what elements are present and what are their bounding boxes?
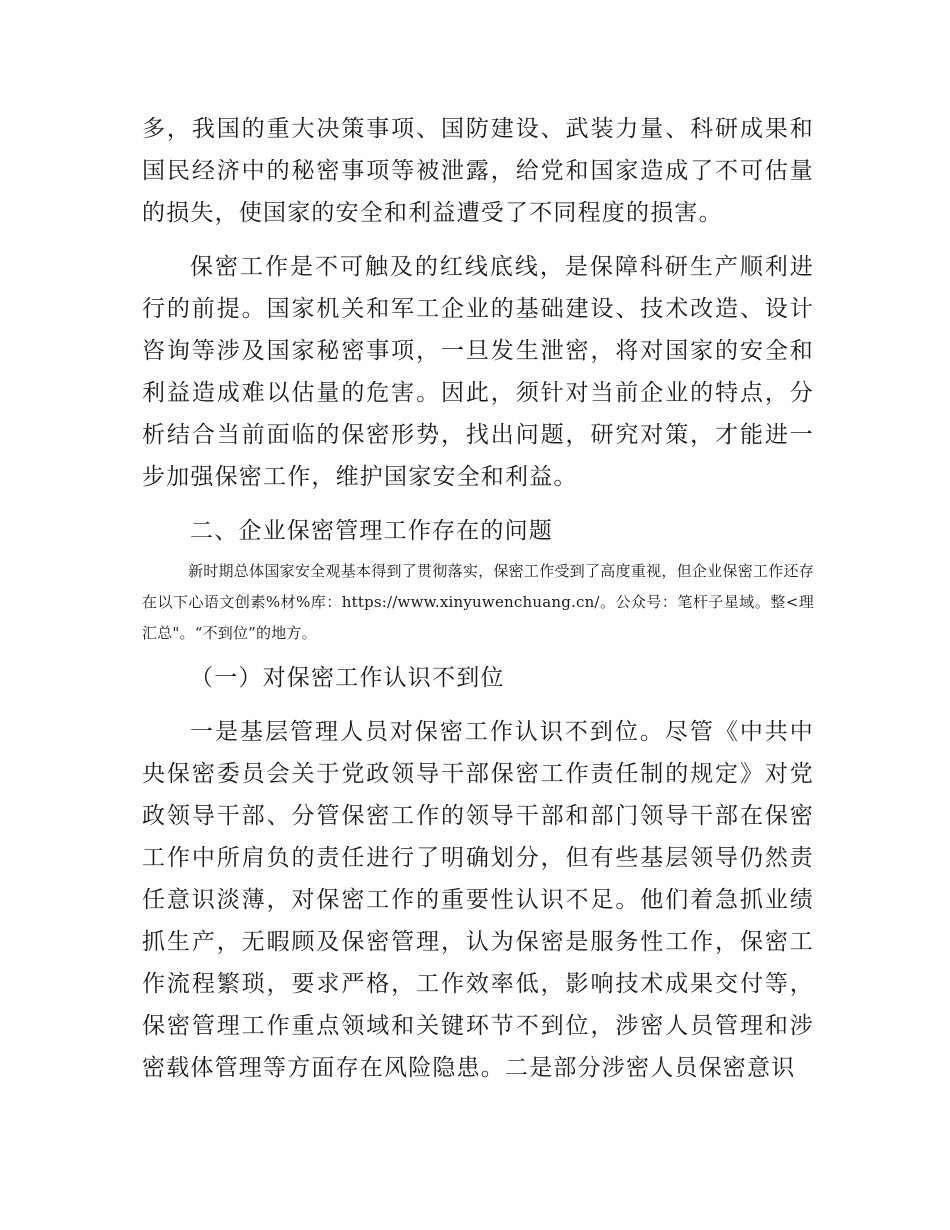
paragraph-4: 一是基层管理人员对保密工作认识不到位。尽管《中共中央保密委员会关于党政领导干部保密工作责任制的规定》对党政领导干部、分管保密工作的领导干部和部门领导干部在保密工作中所肩负的责任进行了明确划分，但有些基层领导仍然责任意识淡薄，对保密工作的重要性认识不足。他们着急抓业绩抓生产，无暇顾及保密管理，认为保密是服务性工作，保密工作流程繁琐，要求严格，工作效率低，影响技术成果交付等，保密管理工作重点领域和关键环节不到位，涉密人员管理和涉密载体管理等方面存在风险隐患。二是部分涉密人员保密意识 bbox=[142, 719, 814, 1081]
paragraph-2: 保密工作是不可触及的红线底线，是保障科研生产顺利进行的前提。国家机关和军工企业的基础建设、技术改造、设计咨询等涉及国家秘密事项，一旦发生泄密，将对国家的安全和利益造成难以估量的危害。因此，须针对当前企业的特点，分析结合当前面临的保密形势，找出问题，研究对策，才能进一步加强保密工作，维护国家安全和利益。 bbox=[142, 254, 814, 490]
document-page bbox=[142, 108, 814, 1089]
section-heading-2: 二、企业保密管理工作存在的问题 bbox=[190, 518, 553, 544]
paragraph-1: 多，我国的重大决策事项、国防建设、武装力量、科研成果和国民经济中的秘密事项等被泄露，给党和国家造成了不可估量的损失，使国家的安全和利益遭受了不同程度的损害。 bbox=[142, 116, 814, 226]
subsection-heading-1: （一）对保密工作认识不到位 bbox=[190, 665, 505, 691]
paragraph-small-note: 新时期总体国家安全观基本得到了贯彻落实，保密工作受到了高度重视，但企业保密工作还存在以下心语文创素%材%库：https://www.xinyuwenchuang.cn/。公众号：笔杆子星域。整<理汇总"。“不到位”的地方。 bbox=[142, 562, 814, 642]
